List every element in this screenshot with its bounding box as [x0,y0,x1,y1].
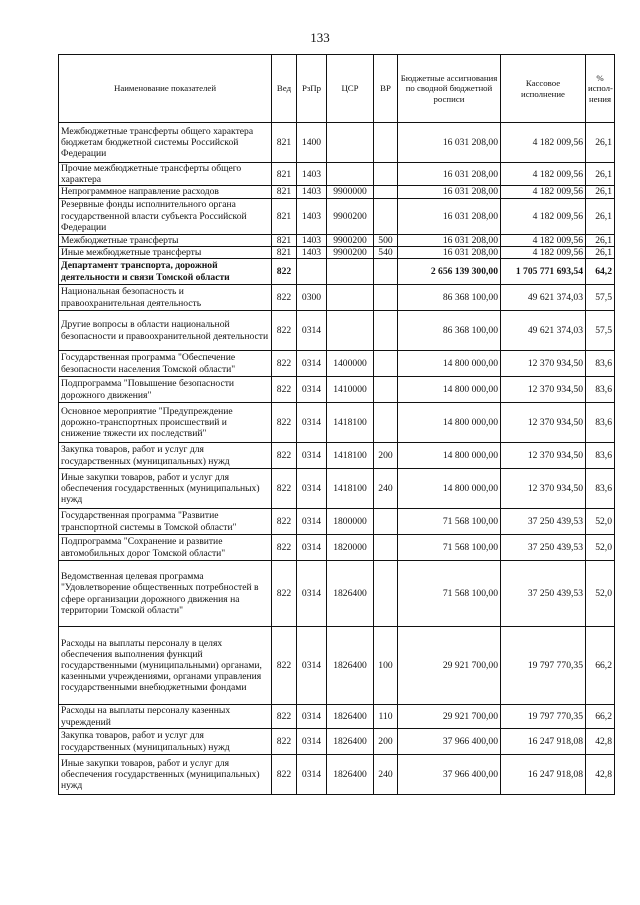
cell-cash: 4 182 009,56 [501,123,586,163]
cell-pct: 83,6 [586,377,615,403]
cell-name: Межбюджетные трансферты [59,234,272,246]
table-row [59,729,615,755]
table-row [59,246,615,258]
cell-name: Резервные фонды исполнительного органа государственной власти субъекта Российской Федерации [59,198,272,234]
cell-rzpr: 1403 [297,234,327,246]
cell-vr: 110 [374,705,398,729]
cell-budget: 16 031 208,00 [398,186,501,198]
cell-budget: 16 031 208,00 [398,198,501,234]
cell-ved: 822 [272,705,297,729]
cell-rzpr: 0314 [297,729,327,755]
cell-csr: 1826400 [327,755,374,795]
cell-budget: 14 800 000,00 [398,377,501,403]
cell-csr: 1400000 [327,351,374,377]
cell-cash: 12 370 934,50 [501,443,586,469]
cell-vr: 200 [374,443,398,469]
cell-ved: 821 [272,163,297,186]
table-row [59,259,615,285]
cell-ved: 822 [272,443,297,469]
cell-budget: 37 966 400,00 [398,755,501,795]
cell-cash: 19 797 770,35 [501,705,586,729]
cell-csr [327,311,374,351]
cell-vr [374,535,398,561]
header-budget: Бюджетные ассигнования по сводной бюджетной росписи [398,55,501,123]
cell-pct: 83,6 [586,469,615,509]
cell-csr [327,123,374,163]
header-ved: Вед [272,55,297,123]
cell-budget: 14 800 000,00 [398,403,501,443]
cell-budget: 37 966 400,00 [398,729,501,755]
cell-budget: 16 031 208,00 [398,246,501,258]
cell-rzpr: 0314 [297,755,327,795]
cell-ved: 822 [272,351,297,377]
cell-rzpr: 1400 [297,123,327,163]
cell-csr: 1826400 [327,705,374,729]
table-row [59,535,615,561]
cell-csr: 1800000 [327,509,374,535]
cell-pct: 42,8 [586,755,615,795]
header-rzpr: РзПр [297,55,327,123]
cell-ved: 822 [272,755,297,795]
cell-vr [374,311,398,351]
cell-ved: 821 [272,123,297,163]
cell-csr: 1826400 [327,627,374,705]
cell-cash: 19 797 770,35 [501,627,586,705]
cell-budget: 71 568 100,00 [398,561,501,627]
cell-name: Государственная программа "Обеспечение безопасности населения Томской области" [59,351,272,377]
cell-budget: 14 800 000,00 [398,469,501,509]
cell-pct: 26,1 [586,234,615,246]
cell-pct: 52,0 [586,535,615,561]
cell-pct: 26,1 [586,186,615,198]
header-csr: ЦСР [327,55,374,123]
cell-csr: 1418100 [327,403,374,443]
table-row [59,755,615,795]
cell-budget: 29 921 700,00 [398,627,501,705]
cell-budget: 16 031 208,00 [398,123,501,163]
cell-csr: 9900200 [327,234,374,246]
cell-pct: 26,1 [586,123,615,163]
table-row [59,198,615,234]
cell-vr [374,403,398,443]
cell-vr [374,351,398,377]
cell-vr: 240 [374,755,398,795]
cell-ved: 822 [272,535,297,561]
cell-budget: 16 031 208,00 [398,163,501,186]
cell-name: Подпрограмма "Сохранение и развитие автомобильных дорог Томской области" [59,535,272,561]
cell-cash: 1 705 771 693,54 [501,259,586,285]
cell-rzpr: 0314 [297,377,327,403]
header-pct: % испол-нения [586,55,615,123]
cell-rzpr: 0314 [297,469,327,509]
cell-csr: 1820000 [327,535,374,561]
cell-rzpr: 0314 [297,443,327,469]
cell-csr: 1418100 [327,443,374,469]
cell-cash: 4 182 009,56 [501,186,586,198]
cell-vr [374,377,398,403]
cell-rzpr: 0314 [297,535,327,561]
table-row [59,163,615,186]
cell-csr: 9900200 [327,246,374,258]
cell-csr: 1418100 [327,469,374,509]
cell-cash: 12 370 934,50 [501,377,586,403]
table-row [59,443,615,469]
cell-cash: 37 250 439,53 [501,509,586,535]
cell-csr: 1826400 [327,729,374,755]
cell-cash: 16 247 918,08 [501,755,586,795]
table-row [59,285,615,311]
cell-name: Непрограммное направление расходов [59,186,272,198]
cell-vr: 200 [374,729,398,755]
cell-rzpr: 0314 [297,403,327,443]
cell-pct: 26,1 [586,163,615,186]
cell-name: Расходы на выплаты персоналу в целях обеспечения выполнения функций государственными (муниципальными) органами, казенными учреждениями, органами управления государственными внебюджетными фондами [59,627,272,705]
cell-ved: 822 [272,469,297,509]
table-row [59,561,615,627]
header-cash: Кассовое исполнение [501,55,586,123]
cell-name: Закупка товаров, работ и услуг для государственных (муниципальных) нужд [59,729,272,755]
cell-budget: 86 368 100,00 [398,311,501,351]
cell-ved: 822 [272,627,297,705]
cell-rzpr: 1403 [297,198,327,234]
cell-csr: 1410000 [327,377,374,403]
cell-vr [374,561,398,627]
cell-rzpr: 0314 [297,705,327,729]
cell-rzpr: 1403 [297,246,327,258]
cell-budget: 29 921 700,00 [398,705,501,729]
cell-vr [374,259,398,285]
table-header-row [59,55,615,123]
cell-ved: 822 [272,729,297,755]
cell-name: Закупка товаров, работ и услуг для государственных (муниципальных) нужд [59,443,272,469]
cell-pct: 26,1 [586,198,615,234]
page-number: 133 [310,30,330,45]
cell-name: Подпрограмма "Повышение безопасности дорожного движения" [59,377,272,403]
cell-cash: 49 621 374,03 [501,285,586,311]
table-row [59,234,615,246]
header-name: Наименование показателей [59,55,272,123]
cell-csr: 9900200 [327,198,374,234]
cell-budget: 16 031 208,00 [398,234,501,246]
cell-cash: 37 250 439,53 [501,535,586,561]
table-row [59,627,615,705]
cell-cash: 4 182 009,56 [501,198,586,234]
table-row [59,377,615,403]
cell-cash: 4 182 009,56 [501,246,586,258]
cell-name: Ведомственная целевая программа "Удовлетворение общественных потребностей в сфере организации дорожного движения на территории Томской области" [59,561,272,627]
cell-csr [327,163,374,186]
cell-name: Основное мероприятие "Предупреждение дорожно-транспортных происшествий и снижение тяжести их последствий" [59,403,272,443]
cell-pct: 57,5 [586,285,615,311]
cell-pct: 26,1 [586,246,615,258]
cell-csr [327,285,374,311]
cell-pct: 52,0 [586,561,615,627]
cell-vr: 540 [374,246,398,258]
cell-pct: 42,8 [586,729,615,755]
cell-rzpr: 0314 [297,561,327,627]
cell-pct: 52,0 [586,509,615,535]
cell-ved: 822 [272,403,297,443]
cell-name: Иные закупки товаров, работ и услуг для обеспечения государственных (муниципальных) нужд [59,755,272,795]
cell-cash: 4 182 009,56 [501,163,586,186]
cell-rzpr: 0300 [297,285,327,311]
cell-vr [374,285,398,311]
cell-pct: 83,6 [586,443,615,469]
cell-pct: 83,6 [586,403,615,443]
cell-name: Государственная программа "Развитие транспортной системы в Томской области" [59,509,272,535]
cell-csr [327,259,374,285]
cell-ved: 822 [272,311,297,351]
cell-cash: 37 250 439,53 [501,561,586,627]
cell-ved: 821 [272,186,297,198]
cell-pct: 83,6 [586,351,615,377]
cell-pct: 66,2 [586,627,615,705]
cell-vr: 500 [374,234,398,246]
table-row [59,186,615,198]
cell-ved: 822 [272,509,297,535]
cell-budget: 14 800 000,00 [398,443,501,469]
cell-cash: 12 370 934,50 [501,403,586,443]
header-vr: ВР [374,55,398,123]
table-row [59,123,615,163]
cell-pct: 66,2 [586,705,615,729]
cell-vr [374,509,398,535]
table-row [59,469,615,509]
cell-vr [374,163,398,186]
cell-cash: 49 621 374,03 [501,311,586,351]
cell-budget: 71 568 100,00 [398,535,501,561]
cell-name: Межбюджетные трансферты общего характера бюджетам бюджетной системы Российской Федерации [59,123,272,163]
cell-ved: 822 [272,259,297,285]
cell-rzpr: 0314 [297,311,327,351]
table-row [59,509,615,535]
cell-budget: 86 368 100,00 [398,285,501,311]
cell-csr: 1826400 [327,561,374,627]
cell-rzpr [297,259,327,285]
cell-pct: 57,5 [586,311,615,351]
cell-name: Расходы на выплаты персоналу казенных учреждений [59,705,272,729]
cell-ved: 821 [272,234,297,246]
cell-vr: 100 [374,627,398,705]
table-row [59,403,615,443]
cell-vr: 240 [374,469,398,509]
cell-csr: 9900000 [327,186,374,198]
cell-rzpr: 0314 [297,351,327,377]
cell-budget: 71 568 100,00 [398,509,501,535]
cell-budget: 14 800 000,00 [398,351,501,377]
cell-ved: 821 [272,246,297,258]
table-row [59,311,615,351]
cell-vr [374,123,398,163]
cell-cash: 12 370 934,50 [501,469,586,509]
cell-cash: 16 247 918,08 [501,729,586,755]
cell-name: Иные межбюджетные трансферты [59,246,272,258]
cell-ved: 822 [272,561,297,627]
cell-name: Национальная безопасность и правоохранительная деятельность [59,285,272,311]
cell-vr [374,186,398,198]
cell-ved: 821 [272,198,297,234]
cell-rzpr: 1403 [297,186,327,198]
cell-cash: 4 182 009,56 [501,234,586,246]
cell-ved: 822 [272,377,297,403]
cell-name: Другие вопросы в области национальной безопасности и правоохранительной деятельности [59,311,272,351]
cell-name: Департамент транспорта, дорожной деятельности и связи Томской области [59,259,272,285]
budget-execution-table [58,54,615,795]
cell-vr [374,198,398,234]
cell-cash: 12 370 934,50 [501,351,586,377]
cell-rzpr: 0314 [297,509,327,535]
cell-rzpr: 0314 [297,627,327,705]
cell-ved: 822 [272,285,297,311]
cell-rzpr: 1403 [297,163,327,186]
cell-name: Прочие межбюджетные трансферты общего характера [59,163,272,186]
cell-name: Иные закупки товаров, работ и услуг для обеспечения государственных (муниципальных) нужд [59,469,272,509]
cell-pct: 64,2 [586,259,615,285]
table-row [59,351,615,377]
table-row [59,705,615,729]
cell-budget: 2 656 139 300,00 [398,259,501,285]
